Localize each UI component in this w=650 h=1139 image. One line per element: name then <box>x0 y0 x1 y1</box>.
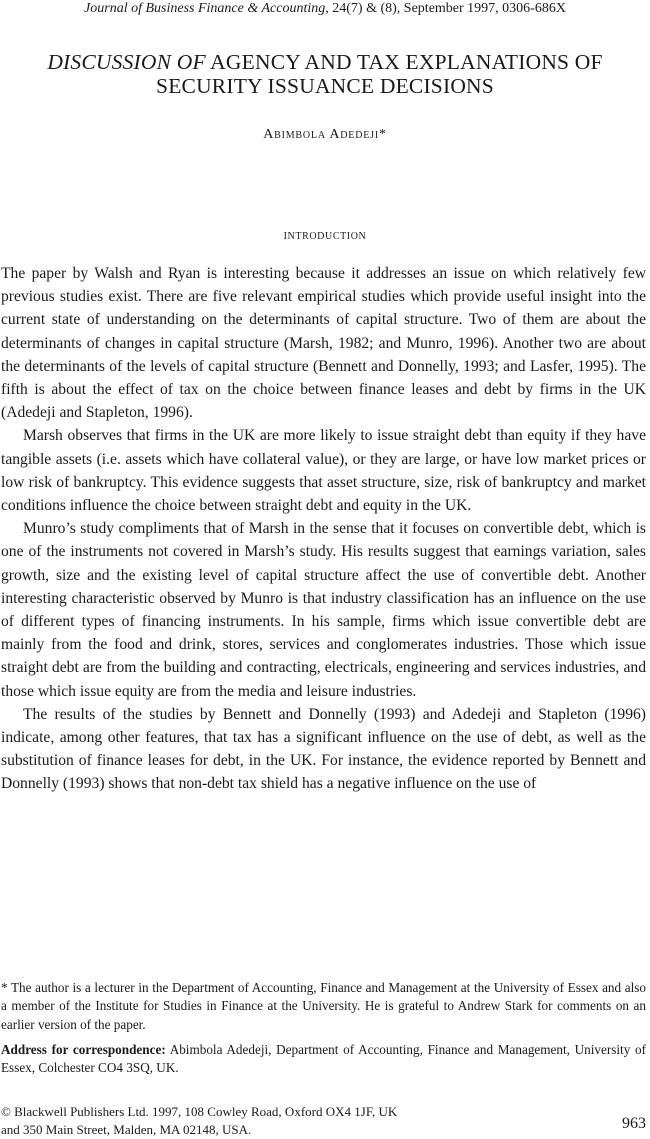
paragraph: The results of the studies by Bennett and Donnelly (1993) and Adedeji and Stapleton (1996) indicate, among other features, that tax has a significant influence on the use of debt, as well as the substitution of finance leases for debt, in the UK. For instance, the evidence reported by Bennett and Donnelly (1993) shows that non-debt tax shield has a negative influence on the use of <box>1 705 646 793</box>
paragraph: Marsh observes that firms in the UK are more likely to issue straight debt than equity if they have tangible assets (i.e. assets which have collateral value), or they are large, or have low market prices or low risk of bankruptcy. This evidence suggests that asset structure, size, risk of bankruptcy and market conditions influence the choice between straight debt and equity in the UK. <box>1 427 646 515</box>
issue-info: , 24(7) & (8), September 1997, 0306-686X <box>325 1 566 16</box>
paragraph: The paper by Walsh and Ryan is interesting because it addresses an issue on which relatively few previous studies exist. There are five relevant empirical studies which provide useful insight into the current state of understanding on the determinants of capital structure. Two of them are about the determinants of changes in capital structure (Marsh, 1982; and Munro, 1996). Another two are about the determinants of the levels of capital structure (Bennett and Donnelly, 1993; and Lasfer, 1995). The fifth is about the effect of tax on the choice between finance leases and debt by firms in the UK (Adedeji and Stapleton, 1996). <box>1 265 646 422</box>
paragraph: Munro’s study compliments that of Marsh in the sense that it focuses on convertible debt, which is one of the instruments not covered in Marsh’s study. His results suggest that earnings variation, sales growth, size and the existing level of capital structure affect the use of convertible debt. Another interesting characteristic observed by Munro is that industry classification has an influence on the use of different types of financing instruments. In his sample, firms which issue convertible debt are mainly from the food and drink, stores, services and conglomerates industries. Those which issue straight debt are from the building and contracting, electricals, engineering and services industries, and those which issue equity are from the media and leisure industries. <box>1 520 646 700</box>
copyright-line-1: © Blackwell Publishers Ltd. 1997, 108 Cowley Road, Oxford OX4 1JF, UK <box>1 1104 398 1119</box>
journal-name: Journal of Business Finance & Accounting <box>84 1 326 16</box>
footnotes <box>1 979 646 1077</box>
address-text: Abimbola Adedeji, Department of Accounting, Finance and Management, University of Essex, Colchester CO4 3SQ, UK. <box>1 1041 646 1076</box>
correspondence-address <box>1 1041 646 1078</box>
title-line-1-rest: AGENCY AND TAX EXPLANATIONS OF <box>205 50 603 74</box>
title-line-2: SECURITY ISSUANCE DECISIONS <box>156 74 494 98</box>
body-text <box>1 262 646 796</box>
author-name: Abimbola Adedeji* <box>263 127 387 142</box>
title-italic-part: DISCUSSION OF <box>47 50 206 74</box>
section-heading: introduction <box>283 228 367 243</box>
title-line-1 <box>0 50 650 74</box>
running-header <box>0 0 650 18</box>
address-label: Address for correspondence: <box>1 1041 166 1057</box>
author-footnote: * The author is a lecturer in the Department of Accounting, Finance and Management at the University of Essex and also a member of the Institute for Studies in Finance at the University. He is grateful to Andrew Stark for comments on an earlier version of the paper. <box>1 980 646 1032</box>
copyright-notice <box>1 1103 561 1139</box>
article-title <box>0 50 650 98</box>
copyright-line-2: and 350 Main Street, Malden, MA 02148, USA. <box>1 1122 252 1137</box>
page-number: 963 <box>622 1115 646 1132</box>
